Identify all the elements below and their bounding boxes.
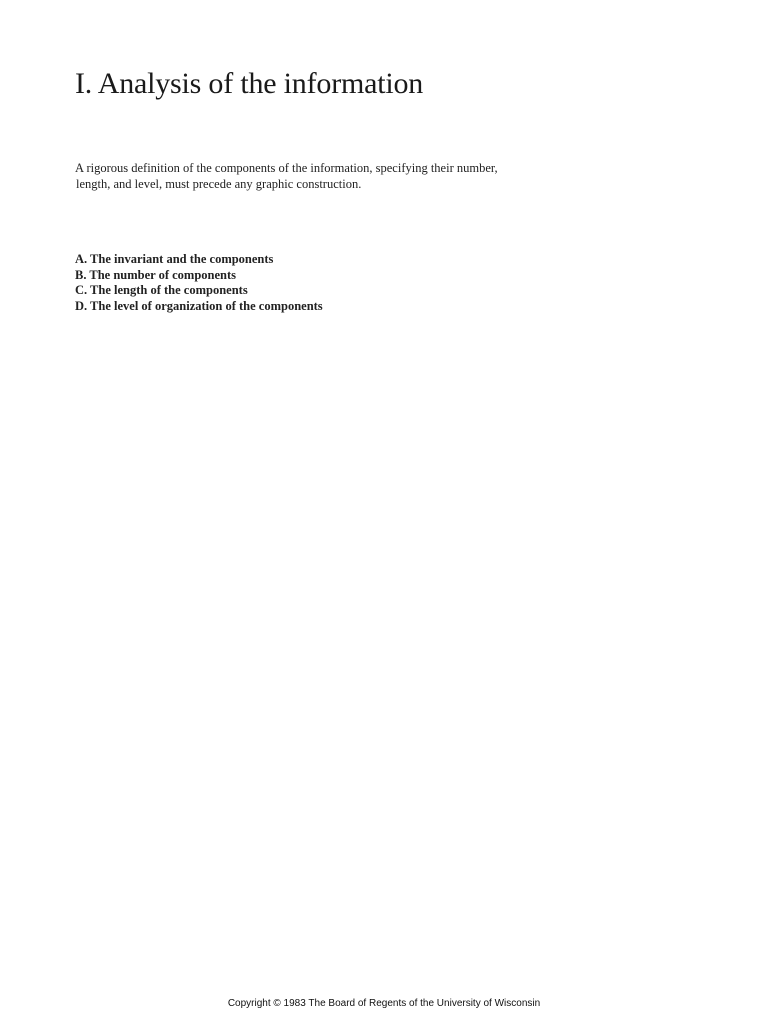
section-list	[75, 252, 323, 314]
page-title: I. Analysis of the information	[75, 67, 424, 100]
copyright-footer: Copyright © 1983 The Board of Regents of the University of Wisconsin	[227, 998, 541, 1009]
section-item-number: B. The number of components	[75, 267, 237, 282]
section-item-level: D. The level of organization of the components	[75, 298, 323, 313]
section-item-length: C. The length of the components	[75, 283, 248, 298]
intro-line: A rigorous definition of the components of the information, specifying their number,	[75, 161, 498, 175]
intro-paragraph	[75, 160, 515, 192]
intro-line: length, and level, must precede any graphic construction.	[76, 177, 362, 191]
section-item-invariant: A. The invariant and the components	[75, 252, 274, 266]
